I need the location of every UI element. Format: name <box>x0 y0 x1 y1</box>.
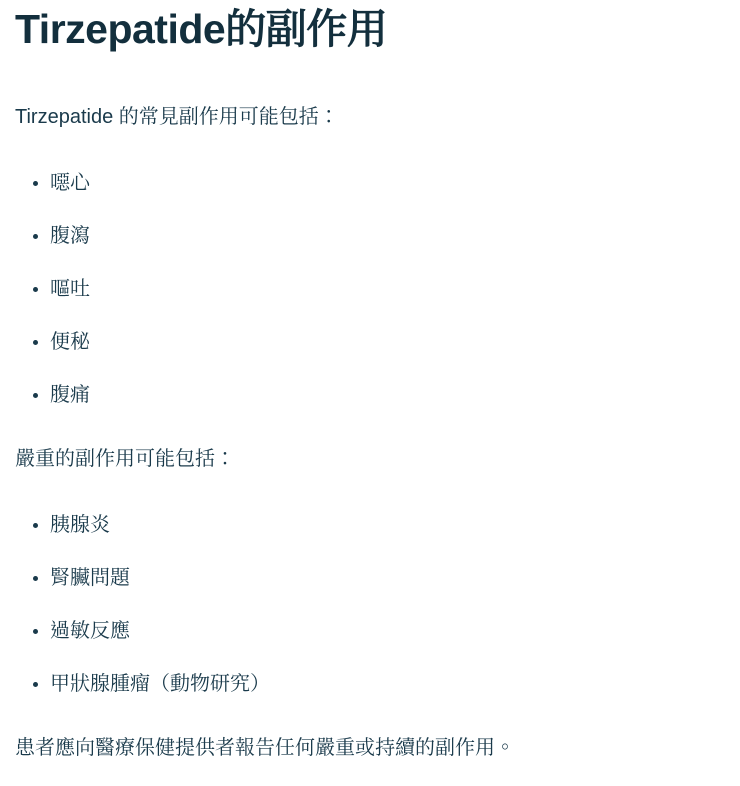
serious-side-effects-intro: 嚴重的副作用可能包括： <box>15 448 235 471</box>
list-item: • 便秘 <box>50 328 710 356</box>
common-side-effects-intro: Tirzepatide 的常見副作用可能包括： <box>15 106 339 129</box>
list-item: • 胰腺炎 <box>50 511 710 539</box>
list-item: • 嘔吐 <box>50 275 710 303</box>
list-item: • 腹瀉 <box>50 222 710 250</box>
list-item: • 甲狀腺腫瘤（動物研究） <box>50 670 710 698</box>
list-item: • 過敏反應 <box>50 617 710 645</box>
list-item: • 腹痛 <box>50 381 710 409</box>
closing-note: 患者應向醫療保健提供者報告任何嚴重或持續的副作用。 <box>15 737 515 760</box>
common-side-effects-list <box>15 169 710 409</box>
serious-side-effects-list <box>15 511 710 698</box>
list-item: • 腎臟問題 <box>50 564 710 592</box>
list-item: • 噁心 <box>50 169 710 197</box>
page-title: Tirzepatide的副作用 <box>15 6 388 52</box>
